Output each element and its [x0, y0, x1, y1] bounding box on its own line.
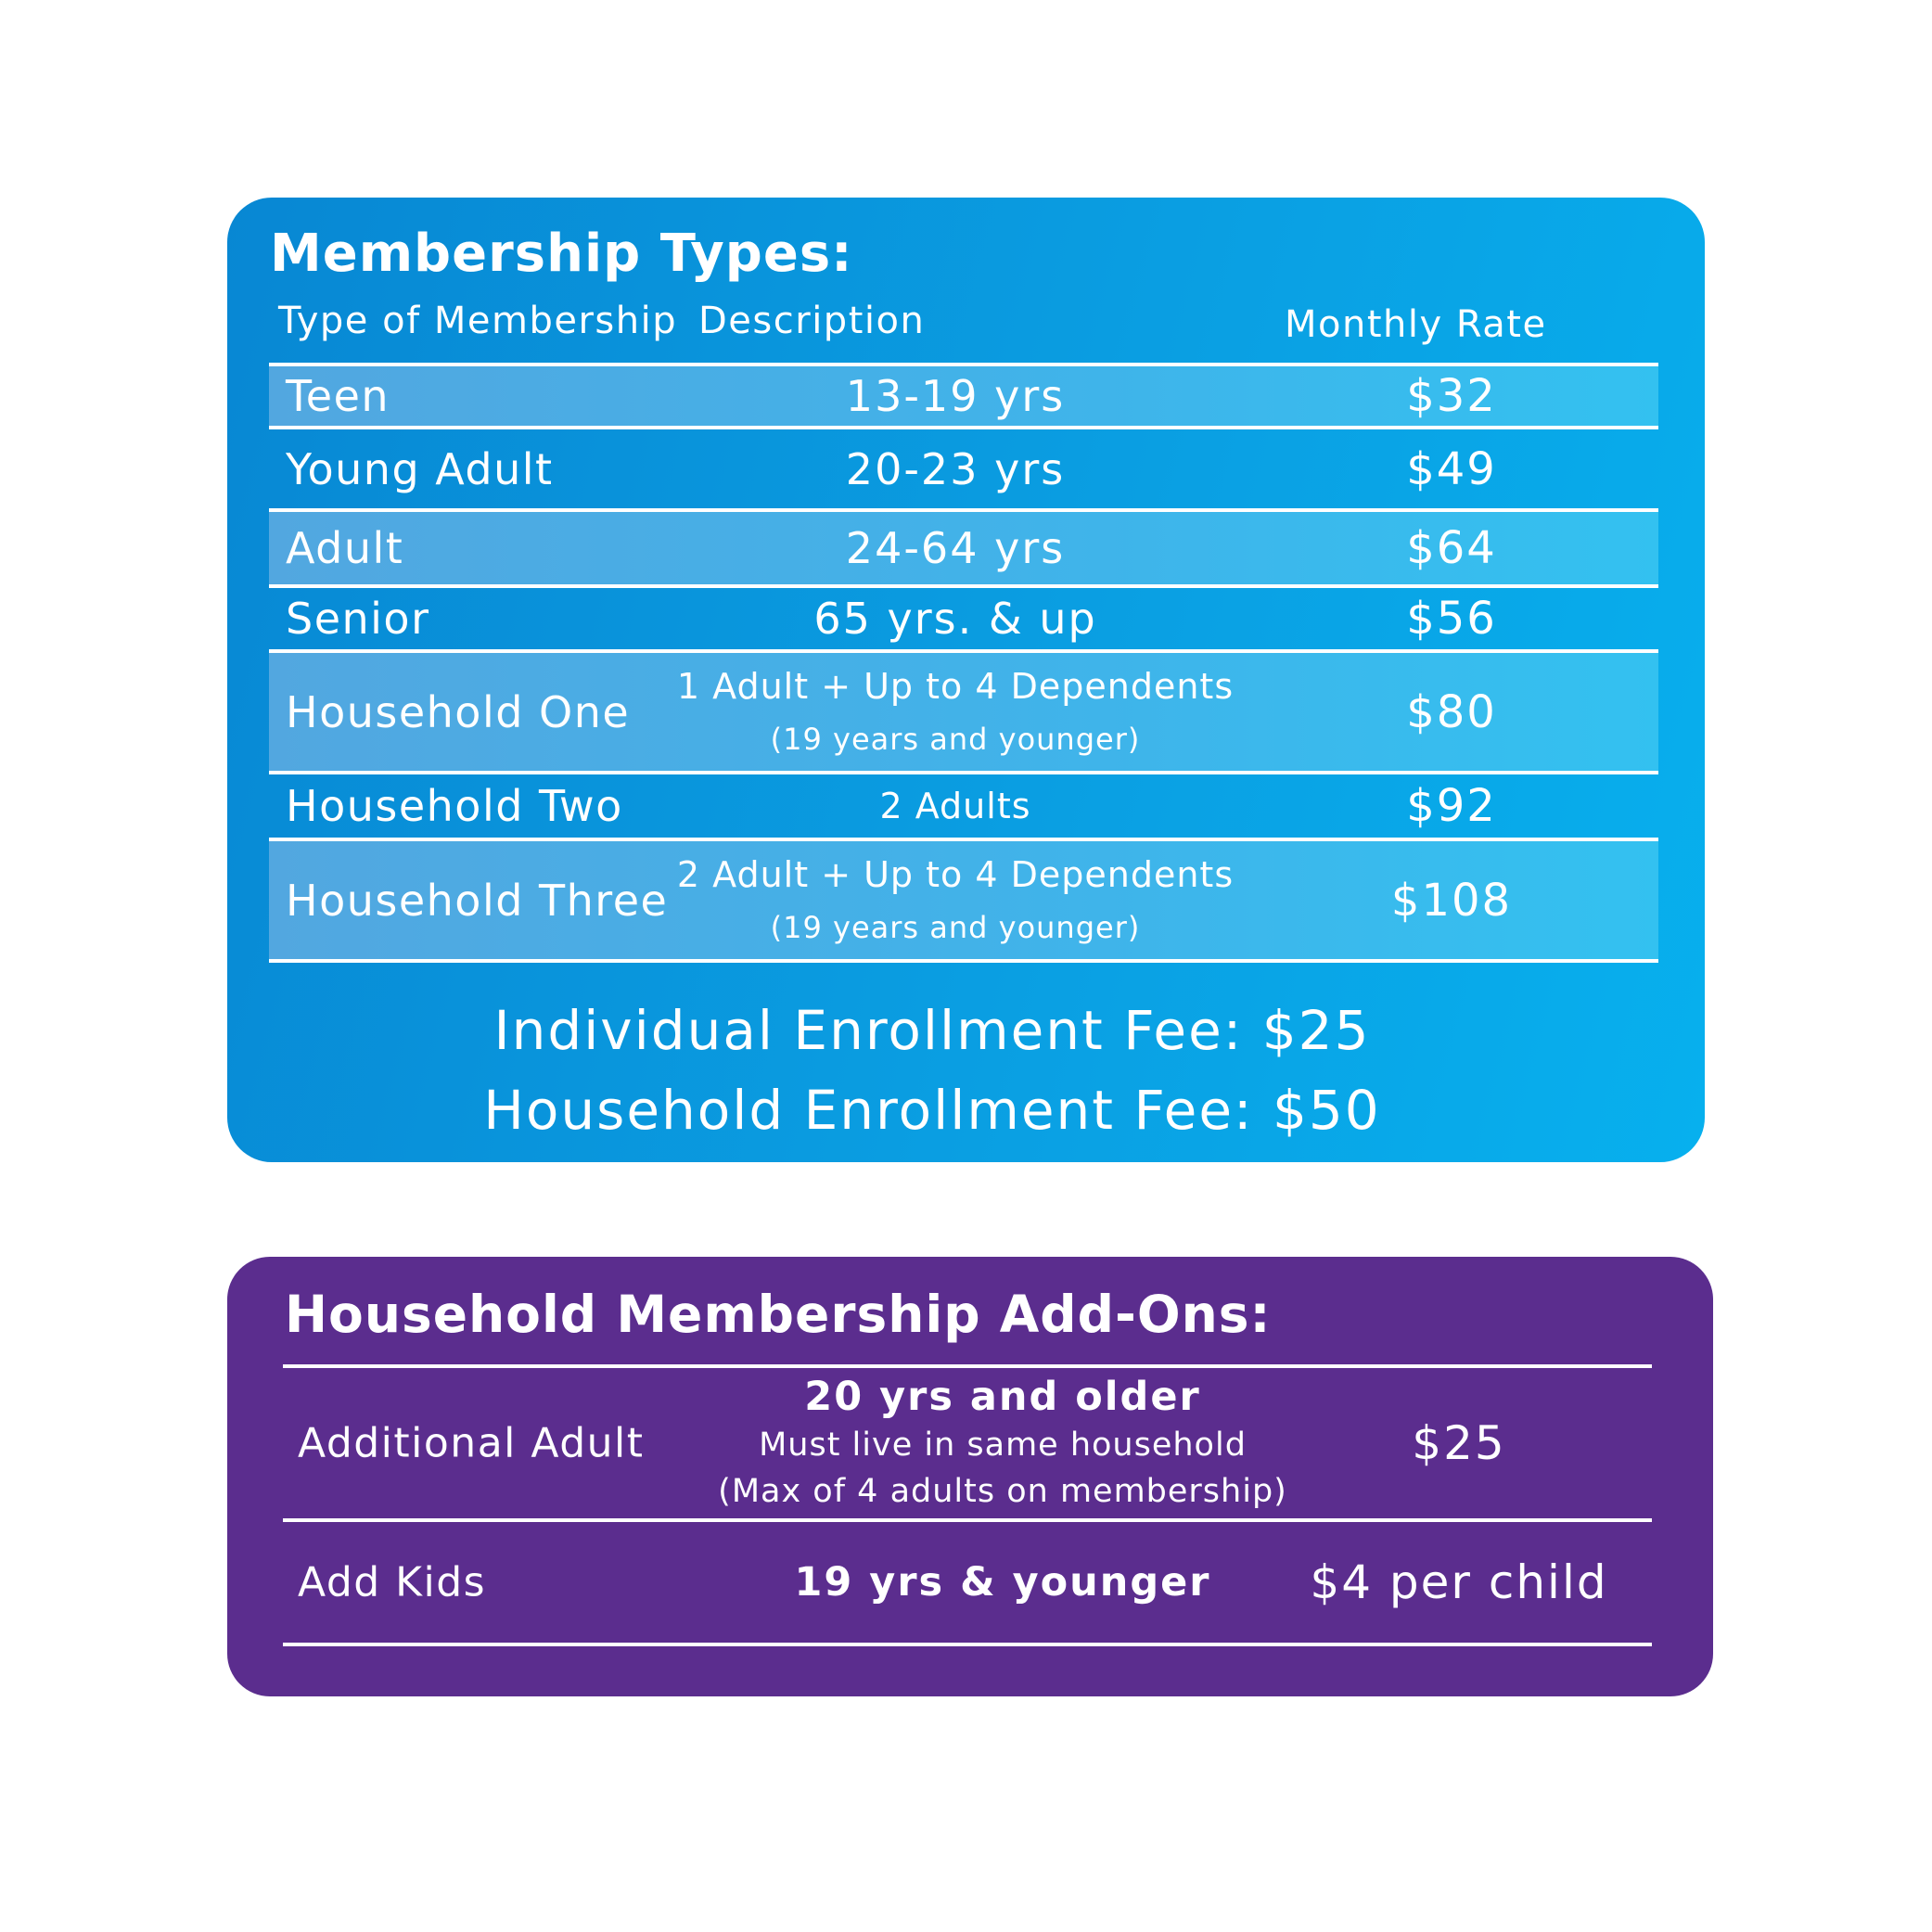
table-row [269, 841, 1658, 963]
membership-rate: $64 [1406, 522, 1497, 574]
table-row [269, 363, 1658, 429]
membership-rate: $108 [1390, 874, 1513, 927]
table-row [269, 774, 1658, 841]
membership-description [813, 594, 1096, 644]
add-ons-title: Household Membership Add-Ons: [285, 1285, 1272, 1344]
table-row [269, 512, 1658, 588]
individual-enrollment-fee: Individual Enrollment Fee: $25 [493, 999, 1371, 1062]
description-text: 2 Adult + Up to 4 Dependents [676, 853, 1235, 895]
household-add-ons-card [227, 1257, 1713, 1696]
membership-type: Teen [286, 371, 390, 421]
membership-rate: $80 [1406, 685, 1497, 738]
membership-types-title: Membership Types: [270, 224, 853, 284]
membership-description [846, 371, 1065, 421]
membership-type: Senior [286, 594, 430, 644]
household-enrollment-fee: Household Enrollment Fee: $50 [483, 1079, 1381, 1142]
enrollment-fees [227, 991, 1637, 1150]
description-note: (19 years and younger) [770, 721, 1141, 757]
add-on-type: Add Kids [298, 1558, 487, 1606]
membership-description [677, 659, 1234, 765]
add-on-description [794, 1557, 1210, 1607]
membership-types-card [227, 198, 1705, 1162]
description-text: 24-64 yrs [845, 523, 1066, 573]
membership-description [677, 848, 1234, 953]
add-on-description-main: 20 yrs and older [804, 1374, 1201, 1420]
description-text: 20-23 yrs [845, 443, 1066, 494]
add-on-note: (Max of 4 adults on membership) [718, 1473, 1287, 1510]
header-description: Description [698, 300, 926, 342]
membership-type: Adult [286, 523, 404, 573]
membership-description [846, 523, 1065, 573]
add-on-rate: $4 per child [1310, 1555, 1608, 1609]
table-row [269, 429, 1658, 512]
table-row [283, 1522, 1652, 1646]
membership-rate: $56 [1406, 593, 1497, 645]
membership-rate: $49 [1406, 442, 1497, 495]
membership-column-headers [227, 300, 1705, 355]
table-row [283, 1364, 1652, 1522]
membership-type: Young Adult [286, 443, 554, 494]
table-row [269, 653, 1658, 774]
add-ons-table [283, 1364, 1652, 1646]
membership-type: Household Three [286, 875, 669, 926]
table-row [269, 588, 1658, 653]
membership-rate: $92 [1406, 780, 1497, 832]
header-type: Type of Membership [278, 300, 678, 342]
membership-type: Household One [286, 686, 631, 737]
description-text: 2 Adults [879, 786, 1031, 826]
add-on-description-main: 19 yrs & younger [794, 1559, 1211, 1606]
add-on-note: Must live in same household [759, 1427, 1247, 1464]
membership-type: Household Two [286, 781, 623, 831]
description-text: 13-19 yrs [845, 371, 1066, 421]
description-note: (19 years and younger) [770, 909, 1141, 945]
description-text: 1 Adult + Up to 4 Dependents [676, 665, 1235, 707]
add-on-rate: $25 [1412, 1416, 1506, 1470]
membership-table [269, 363, 1658, 963]
description-text: 65 yrs. & up [813, 594, 1097, 644]
add-on-type: Additional Adult [298, 1419, 645, 1467]
membership-rate: $32 [1406, 370, 1497, 422]
add-on-description [718, 1372, 1287, 1515]
membership-description [846, 444, 1065, 494]
header-monthly-rate: Monthly Rate [1285, 303, 1547, 346]
membership-description [879, 786, 1030, 826]
